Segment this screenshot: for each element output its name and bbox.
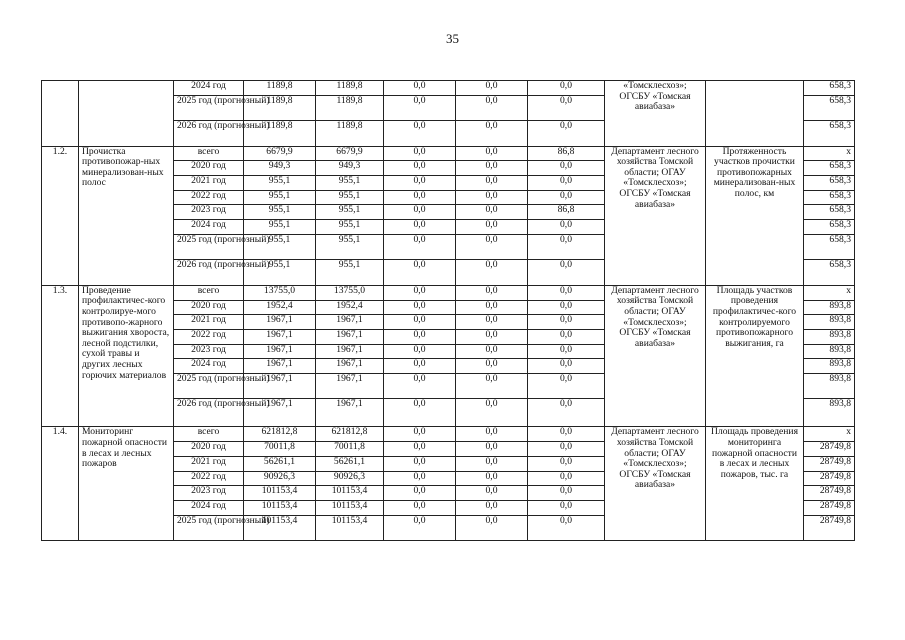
budget-cell: 6679,9 (316, 146, 384, 161)
year-cell: 2026 год (прогнозный) (174, 399, 244, 427)
total-cell: 56261,1 (244, 456, 316, 471)
funding-cell-2: 0,0 (456, 146, 528, 161)
funding-cell-1: 0,0 (384, 515, 456, 541)
funding-cell-1: 0,0 (384, 500, 456, 515)
funding-cell-2: 0,0 (456, 205, 528, 220)
funding-cell-1: 0,0 (384, 486, 456, 501)
year-cell: 2021 год (174, 456, 244, 471)
indicator-value-cell: 658,3 (804, 161, 855, 176)
funding-cell-2: 0,0 (456, 471, 528, 486)
funding-cell-1: 0,0 (384, 373, 456, 399)
table-row (42, 146, 855, 161)
indicator-cell: Площадь участков проведения профилактичес-кого контролируемого противопожарного выжигания, га (706, 285, 804, 427)
funding-cell-2: 0,0 (456, 399, 528, 427)
budget-cell: 955,1 (316, 220, 384, 235)
year-cell: всего (174, 285, 244, 300)
indicator-value-cell: 28749,8 (804, 515, 855, 541)
budget-cell: 955,1 (316, 176, 384, 191)
funding-cell-1: 0,0 (384, 442, 456, 457)
total-cell: 101153,4 (244, 486, 316, 501)
indicator-value-cell: х (804, 285, 855, 300)
funding-cell-1: 0,0 (384, 121, 456, 147)
funding-cell-2: 0,0 (456, 359, 528, 374)
budget-cell: 955,1 (316, 205, 384, 220)
total-cell: 1189,8 (244, 81, 316, 96)
indicator-value-cell: 893,8 (804, 300, 855, 315)
item-name-cell: Мониторинг пожарной опасности в лесах и лесных пожаров (79, 427, 174, 541)
funding-cell-1: 0,0 (384, 300, 456, 315)
budget-cell: 1189,8 (316, 81, 384, 96)
year-cell: 2026 год (прогнозный) (174, 260, 244, 286)
funding-cell-1: 0,0 (384, 315, 456, 330)
budget-cell: 1967,1 (316, 399, 384, 427)
indicator-value-cell: 658,3 (804, 121, 855, 147)
indicator-cell: Протяженность участков прочистки противопожарных минерализован-ных полос, км (706, 146, 804, 285)
indicator-value-cell: 893,8 (804, 329, 855, 344)
year-cell: всего (174, 427, 244, 442)
total-cell: 1967,1 (244, 399, 316, 427)
total-cell: 101153,4 (244, 500, 316, 515)
total-cell: 6679,9 (244, 146, 316, 161)
funding-cell-3: 0,0 (528, 121, 605, 147)
budget-cell: 949,3 (316, 161, 384, 176)
year-cell: 2023 год (174, 486, 244, 501)
item-name-cell: Прочистка противопожар-ных минерализован-ных полос (79, 146, 174, 285)
budget-cell: 955,1 (316, 260, 384, 286)
funding-cell-2: 0,0 (456, 220, 528, 235)
funding-cell-2: 0,0 (456, 121, 528, 147)
total-cell: 1189,8 (244, 95, 316, 121)
indicator-value-cell: 893,8 (804, 344, 855, 359)
budget-cell: 1189,8 (316, 95, 384, 121)
funding-cell-2: 0,0 (456, 285, 528, 300)
year-cell: 2020 год (174, 161, 244, 176)
indicator-value-cell: 893,8 (804, 315, 855, 330)
funding-cell-1: 0,0 (384, 95, 456, 121)
funding-cell-2: 0,0 (456, 456, 528, 471)
funding-cell-3: 0,0 (528, 285, 605, 300)
total-cell: 955,1 (244, 234, 316, 260)
funding-cell-3: 0,0 (528, 234, 605, 260)
funding-cell-2: 0,0 (456, 329, 528, 344)
item-number-cell (42, 81, 79, 147)
indicator-value-cell: 28749,8 (804, 442, 855, 457)
indicator-value-cell: 28749,8 (804, 500, 855, 515)
executor-cell: «Томсклесхоз»; ОГСБУ «Томская авиабаза» (605, 81, 706, 147)
year-cell: 2020 год (174, 442, 244, 457)
total-cell: 1967,1 (244, 359, 316, 374)
budget-cell: 621812,8 (316, 427, 384, 442)
executor-cell: Департамент лесного хозяйства Томской области; ОГАУ «Томсклесхоз»; ОГСБУ «Томская авиабаза» (605, 146, 706, 285)
budget-cell: 13755,0 (316, 285, 384, 300)
year-cell: всего (174, 146, 244, 161)
funding-cell-3: 0,0 (528, 344, 605, 359)
funding-cell-3: 0,0 (528, 161, 605, 176)
budget-cell: 1967,1 (316, 315, 384, 330)
item-number-cell: 1.4. (42, 427, 79, 541)
funding-cell-3: 0,0 (528, 500, 605, 515)
funding-cell-3: 0,0 (528, 95, 605, 121)
item-number-cell: 1.2. (42, 146, 79, 285)
budget-cell: 1967,1 (316, 359, 384, 374)
year-cell: 2024 год (174, 220, 244, 235)
budget-cell: 955,1 (316, 234, 384, 260)
funding-cell-3: 0,0 (528, 515, 605, 541)
funding-cell-1: 0,0 (384, 399, 456, 427)
funding-cell-2: 0,0 (456, 95, 528, 121)
funding-cell-1: 0,0 (384, 344, 456, 359)
funding-cell-1: 0,0 (384, 146, 456, 161)
indicator-value-cell: 893,8 (804, 359, 855, 374)
indicator-value-cell: 658,3 (804, 205, 855, 220)
funding-cell-3: 0,0 (528, 81, 605, 96)
year-cell: 2024 год (174, 500, 244, 515)
year-cell: 2025 год (прогнозный) (174, 95, 244, 121)
budget-cell: 955,1 (316, 190, 384, 205)
table-row (42, 427, 855, 442)
funding-cell-3: 0,0 (528, 359, 605, 374)
funding-cell-3: 0,0 (528, 427, 605, 442)
year-cell: 2021 год (174, 176, 244, 191)
funding-cell-1: 0,0 (384, 161, 456, 176)
funding-cell-2: 0,0 (456, 427, 528, 442)
funding-cell-1: 0,0 (384, 471, 456, 486)
budget-cell: 90926,3 (316, 471, 384, 486)
funding-cell-1: 0,0 (384, 190, 456, 205)
total-cell: 621812,8 (244, 427, 316, 442)
funding-cell-3: 0,0 (528, 176, 605, 191)
funding-cell-2: 0,0 (456, 315, 528, 330)
year-cell: 2025 год (прогнозный) (174, 515, 244, 541)
year-cell: 2022 год (174, 190, 244, 205)
funding-cell-2: 0,0 (456, 373, 528, 399)
indicator-value-cell: 658,3 (804, 220, 855, 235)
indicator-value-cell: 658,3 (804, 234, 855, 260)
indicator-value-cell: 28749,8 (804, 471, 855, 486)
total-cell: 955,1 (244, 176, 316, 191)
funding-cell-3: 0,0 (528, 315, 605, 330)
total-cell: 70011,8 (244, 442, 316, 457)
total-cell: 101153,4 (244, 515, 316, 541)
indicator-value-cell: х (804, 146, 855, 161)
page-number: 35 (446, 31, 459, 46)
budget-cell: 1189,8 (316, 121, 384, 147)
funding-cell-2: 0,0 (456, 190, 528, 205)
indicator-value-cell: 658,3 (804, 260, 855, 286)
total-cell: 1967,1 (244, 329, 316, 344)
funding-cell-1: 0,0 (384, 234, 456, 260)
year-cell: 2025 год (прогнозный) (174, 234, 244, 260)
funding-cell-2: 0,0 (456, 81, 528, 96)
funding-cell-2: 0,0 (456, 260, 528, 286)
total-cell: 955,1 (244, 220, 316, 235)
budget-cell: 56261,1 (316, 456, 384, 471)
year-cell: 2025 год (прогнозный) (174, 373, 244, 399)
indicator-value-cell: 658,3 (804, 190, 855, 205)
funding-cell-2: 0,0 (456, 176, 528, 191)
budget-cell: 101153,4 (316, 500, 384, 515)
funding-cell-2: 0,0 (456, 500, 528, 515)
item-name-cell: Проведение профилактичес-кого контролируе-мого противопо-жарного выжигания хвороста, лесной подстилки, сухой травы и других лесных горючих материалов (79, 285, 174, 427)
indicator-value-cell: 658,3 (804, 95, 855, 121)
funding-cell-2: 0,0 (456, 234, 528, 260)
year-cell: 2020 год (174, 300, 244, 315)
funding-cell-3: 0,0 (528, 399, 605, 427)
indicator-value-cell: 658,3 (804, 81, 855, 96)
funding-cell-3: 0,0 (528, 220, 605, 235)
total-cell: 955,1 (244, 260, 316, 286)
funding-cell-1: 0,0 (384, 456, 456, 471)
funding-cell-3: 0,0 (528, 486, 605, 501)
total-cell: 955,1 (244, 205, 316, 220)
indicator-value-cell: х (804, 427, 855, 442)
funding-cell-3: 0,0 (528, 329, 605, 344)
budget-cell: 70011,8 (316, 442, 384, 457)
funding-cell-3: 0,0 (528, 456, 605, 471)
indicator-cell (706, 81, 804, 147)
total-cell: 955,1 (244, 190, 316, 205)
funding-cell-3: 0,0 (528, 373, 605, 399)
budget-cell: 1952,4 (316, 300, 384, 315)
budget-cell: 101153,4 (316, 486, 384, 501)
year-cell: 2023 год (174, 205, 244, 220)
indicator-value-cell: 893,8 (804, 373, 855, 399)
funding-cell-2: 0,0 (456, 515, 528, 541)
funding-cell-3: 86,8 (528, 146, 605, 161)
indicator-value-cell: 28749,8 (804, 486, 855, 501)
budget-cell: 1967,1 (316, 344, 384, 359)
funding-cell-1: 0,0 (384, 427, 456, 442)
funding-cell-3: 86,8 (528, 205, 605, 220)
year-cell: 2026 год (прогнозный) (174, 121, 244, 147)
item-number-cell: 1.3. (42, 285, 79, 427)
executor-cell: Департамент лесного хозяйства Томской области; ОГАУ «Томсклесхоз»; ОГСБУ «Томская авиабаза» (605, 285, 706, 427)
funding-cell-1: 0,0 (384, 176, 456, 191)
funding-cell-1: 0,0 (384, 260, 456, 286)
total-cell: 949,3 (244, 161, 316, 176)
executor-cell: Департамент лесного хозяйства Томской области; ОГАУ «Томсклесхоз»; ОГСБУ «Томская авиабаза» (605, 427, 706, 541)
funding-cell-1: 0,0 (384, 329, 456, 344)
funding-cell-2: 0,0 (456, 344, 528, 359)
budget-cell: 101153,4 (316, 515, 384, 541)
funding-cell-3: 0,0 (528, 260, 605, 286)
total-cell: 1967,1 (244, 344, 316, 359)
indicator-cell: Площадь проведения мониторинга пожарной опасности в лесах и лесных пожаров, тыс. га (706, 427, 804, 541)
table-row (42, 81, 855, 96)
year-cell: 2022 год (174, 471, 244, 486)
funding-cell-3: 0,0 (528, 190, 605, 205)
year-cell: 2022 год (174, 329, 244, 344)
funding-cell-1: 0,0 (384, 205, 456, 220)
funding-cell-3: 0,0 (528, 471, 605, 486)
total-cell: 1967,1 (244, 373, 316, 399)
funding-cell-2: 0,0 (456, 486, 528, 501)
item-name-cell (79, 81, 174, 147)
funding-cell-2: 0,0 (456, 300, 528, 315)
total-cell: 90926,3 (244, 471, 316, 486)
funding-cell-1: 0,0 (384, 359, 456, 374)
budget-table (41, 80, 855, 541)
total-cell: 1952,4 (244, 300, 316, 315)
indicator-value-cell: 658,3 (804, 176, 855, 191)
funding-cell-1: 0,0 (384, 285, 456, 300)
funding-cell-1: 0,0 (384, 220, 456, 235)
year-cell: 2024 год (174, 359, 244, 374)
funding-cell-2: 0,0 (456, 161, 528, 176)
budget-cell: 1967,1 (316, 373, 384, 399)
funding-cell-1: 0,0 (384, 81, 456, 96)
table-row (42, 285, 855, 300)
funding-cell-3: 0,0 (528, 300, 605, 315)
total-cell: 1967,1 (244, 315, 316, 330)
funding-cell-3: 0,0 (528, 442, 605, 457)
budget-cell: 1967,1 (316, 329, 384, 344)
year-cell: 2023 год (174, 344, 244, 359)
indicator-value-cell: 28749,8 (804, 456, 855, 471)
total-cell: 13755,0 (244, 285, 316, 300)
total-cell: 1189,8 (244, 121, 316, 147)
funding-cell-2: 0,0 (456, 442, 528, 457)
year-cell: 2021 год (174, 315, 244, 330)
year-cell: 2024 год (174, 81, 244, 96)
indicator-value-cell: 893,8 (804, 399, 855, 427)
